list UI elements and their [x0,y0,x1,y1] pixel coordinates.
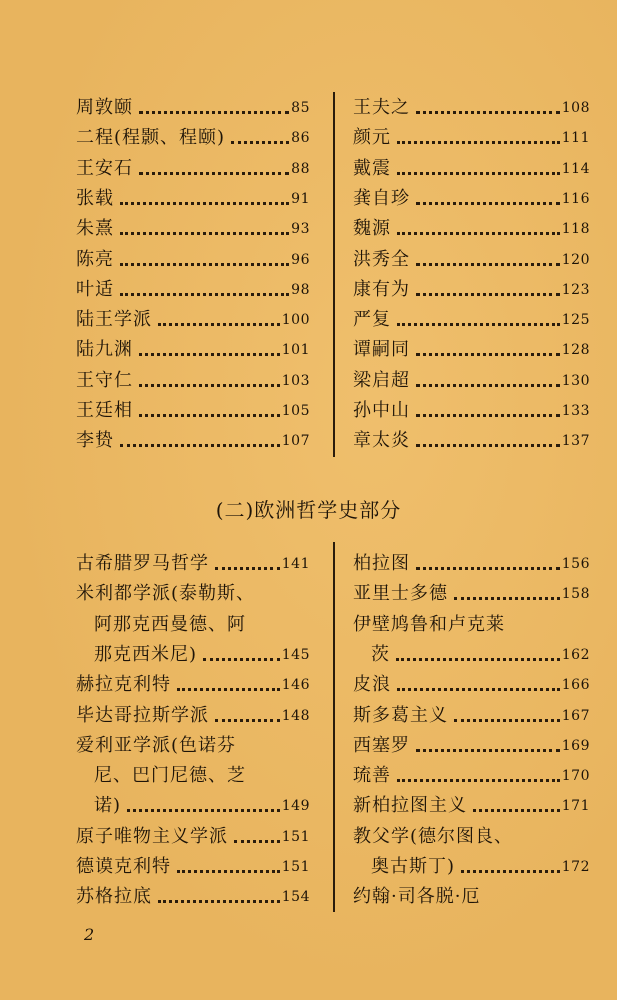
dot-leader [127,808,280,812]
toc-entry [353,244,590,272]
toc-entry-label: 叶适 [76,278,114,300]
toc-entry [76,274,310,302]
toc-entry-label: 洪秀全 [353,248,410,270]
toc-entry-page: 100 [281,312,310,329]
toc-entry-label: 王守仁 [76,369,133,391]
toc-entry [353,609,590,637]
toc-entry [353,153,590,181]
toc-entry [76,548,310,576]
toc-entry [76,760,310,788]
toc-entry-page: 123 [561,281,590,298]
toc-entry-label: 亚里士多德 [353,583,448,605]
dot-leader [120,231,289,235]
toc-entry-page: 93 [291,221,310,238]
toc-entry-page: 98 [291,281,310,298]
toc-entry-page: 158 [561,586,590,603]
toc-entry [353,700,590,728]
toc-entry [353,183,590,211]
toc-entry-label: 张载 [76,187,114,209]
section-title: (二)欧洲哲学史部分 [215,498,402,522]
toc-entry-label: 陆王学派 [76,309,152,331]
dot-leader [177,869,280,873]
toc-entry [76,821,310,849]
toc-entry [353,639,590,667]
toc-entry-page: 166 [561,677,590,694]
toc-entry [76,578,310,606]
toc-entry-label: 米利都学派(泰勒斯、 [76,583,256,605]
part1-column-divider [333,92,335,457]
toc-entry-page: 156 [561,556,590,572]
dot-leader [139,413,280,417]
toc-entry-page: 118 [561,221,590,238]
toc-entry [76,639,310,667]
toc-entry-page: 146 [281,677,310,694]
part1-left-column [76,92,310,462]
toc-entry-label: 陈亮 [76,248,114,270]
toc-entry-label: 毕达哥拉斯学派 [76,704,209,726]
toc-entry-label: 苏格拉底 [76,886,152,908]
dot-leader [416,292,560,296]
toc-entry-page: 149 [281,798,310,815]
toc-entry [76,153,310,181]
toc-entry-page: 154 [281,889,310,906]
toc-entry-page: 105 [281,403,310,419]
dot-leader [120,262,289,266]
toc-entry [76,609,310,637]
toc-entry-page: 162 [561,646,590,663]
toc-entry-page: 151 [281,859,310,875]
toc-entry-label: 戴震 [353,157,391,179]
dot-leader [397,322,560,326]
toc-entry-page: 170 [561,768,590,785]
part1-right-column [353,92,590,462]
dot-leader [397,231,560,235]
dot-leader [120,201,289,205]
toc-entry-label: 陆九渊 [76,339,133,361]
toc-entry-label: 朱熹 [76,218,114,240]
toc-entry [353,548,590,576]
dot-leader [416,413,560,417]
toc-entry-label: 皮浪 [353,674,391,696]
toc-entry-label: 诺) [94,795,122,817]
toc-entry-label: 王安石 [76,157,133,179]
toc-entry-label: 王夫之 [353,97,410,118]
toc-entry-page: 167 [561,707,590,724]
toc-entry-page: 120 [561,251,590,268]
toc-entry [76,700,310,728]
dot-leader [416,443,560,447]
dot-leader [397,140,560,144]
toc-entry-label: 阿那克西曼德、阿 [94,613,246,635]
toc-entry-label: 颜元 [353,127,391,149]
dot-leader [454,718,560,722]
toc-entry-page: 107 [281,433,310,450]
dot-leader [215,566,280,570]
toc-entry [76,92,310,120]
dot-leader [461,869,560,873]
toc-entry-page: 116 [561,190,590,207]
toc-entry [76,304,310,332]
toc-entry [353,821,590,849]
toc-entry-page: 111 [561,130,590,147]
toc-entry-page: 125 [561,312,590,329]
toc-entry-page: 145 [281,646,310,663]
dot-leader [397,171,560,175]
dot-leader [416,383,560,387]
dot-leader [139,171,289,175]
toc-entry [76,730,310,758]
dot-leader [416,201,560,205]
dot-leader [231,140,289,144]
toc-entry-label: 柏拉图 [353,553,410,574]
part2-left-column [76,548,310,918]
toc-entry-label: 那克西米尼) [94,643,198,665]
toc-entry-label: 赫拉克利特 [76,674,171,696]
toc-entry [76,395,310,423]
dot-leader [454,596,560,600]
toc-entry-page: 114 [561,160,590,177]
dot-leader [139,110,289,114]
toc-entry-page: 169 [561,737,590,754]
toc-entry [353,425,590,453]
toc-entry-page: 172 [561,859,590,875]
toc-entry-label: 茨 [371,643,390,665]
toc-entry-page: 141 [281,556,310,572]
dot-leader [234,839,280,843]
page-number: 2 [84,925,95,944]
toc-entry [353,365,590,393]
toc-entry-label: 奥古斯丁) [371,856,456,877]
toc-entry [353,395,590,423]
toc-entry-label: 新柏拉图主义 [353,795,467,817]
toc-entry-label: 西塞罗 [353,734,410,756]
toc-entry [353,760,590,788]
toc-entry-label: 教父学(德尔图良、 [353,825,514,847]
dot-leader [139,383,280,387]
dot-leader [120,292,289,296]
toc-entry-page: 103 [281,372,310,389]
toc-entry-page: 137 [561,433,590,450]
toc-entry-label: 约翰·司各脱·厄 [353,886,481,908]
dot-leader [416,352,560,356]
toc-entry-label: 周敦颐 [76,97,133,118]
part2-column-divider [333,542,335,912]
toc-entry-page: 171 [561,798,590,815]
toc-entry-page: 91 [291,190,310,207]
toc-entry [353,304,590,332]
toc-entry [76,851,310,879]
toc-entry [353,790,590,818]
toc-entry-label: 谭嗣同 [353,339,410,361]
part2-right-column [353,548,590,918]
toc-entry-page: 130 [561,372,590,389]
toc-entry [353,213,590,241]
toc-entry-label: 王廷相 [76,400,133,421]
toc-entry [353,669,590,697]
dot-leader [416,110,560,114]
toc-entry [76,334,310,362]
dot-leader [416,262,560,266]
toc-entry [353,92,590,120]
toc-entry-page: 85 [291,100,310,116]
dot-leader [397,687,560,691]
dot-leader [397,778,560,782]
toc-entry-page: 128 [561,342,590,359]
dot-leader [139,352,280,356]
dot-leader [396,657,560,661]
toc-entry-page: 151 [281,828,310,845]
toc-entry-label: 龚自珍 [353,187,410,209]
toc-entry-page: 133 [561,403,590,419]
toc-entry-page: 148 [281,707,310,724]
toc-entry [76,365,310,393]
toc-entry-label: 琉善 [353,765,391,787]
toc-entry-label: 李贽 [76,430,114,452]
dot-leader [158,322,280,326]
toc-entry [353,122,590,150]
toc-entry [353,730,590,758]
toc-entry [353,881,590,909]
toc-entry-label: 伊壁鸠鲁和卢克莱 [353,613,505,635]
dot-leader [416,748,560,752]
toc-entry [353,578,590,606]
dot-leader [158,899,280,903]
toc-entry-label: 梁启超 [353,369,410,391]
toc-entry-label: 古希腊罗马哲学 [76,553,209,574]
toc-entry [76,122,310,150]
toc-entry-label: 爱利亚学派(色诺芬 [76,734,237,756]
toc-entry-label: 斯多葛主义 [353,704,448,726]
dot-leader [416,566,560,570]
dot-leader [120,443,280,447]
toc-entry-page: 88 [291,160,310,177]
toc-entry [76,183,310,211]
toc-entry [76,881,310,909]
toc-entry-label: 原子唯物主义学派 [76,825,228,847]
toc-entry [76,669,310,697]
toc-entry-label: 德谟克利特 [76,856,171,877]
toc-entry-page: 96 [291,251,310,268]
dot-leader [473,808,560,812]
toc-entry [353,274,590,302]
toc-entry [353,334,590,362]
dot-leader [177,687,280,691]
toc-entry-label: 严复 [353,309,391,331]
toc-entry-page: 101 [281,342,310,359]
dot-leader [215,718,280,722]
toc-entry-label: 章太炎 [353,430,410,452]
toc-entry [76,425,310,453]
toc-entry-label: 二程(程颢、程颐) [76,127,226,149]
toc-entry [76,244,310,272]
toc-entry [76,790,310,818]
toc-entry-label: 尼、巴门尼德、芝 [94,765,246,787]
dot-leader [203,657,280,661]
toc-entry-page: 108 [561,100,590,116]
toc-entry-label: 康有为 [353,278,410,300]
toc-entry-page: 86 [291,130,310,147]
toc-entry-label: 魏源 [353,218,391,240]
toc-entry [353,851,590,879]
toc-entry-label: 孙中山 [353,400,410,421]
toc-entry [76,213,310,241]
